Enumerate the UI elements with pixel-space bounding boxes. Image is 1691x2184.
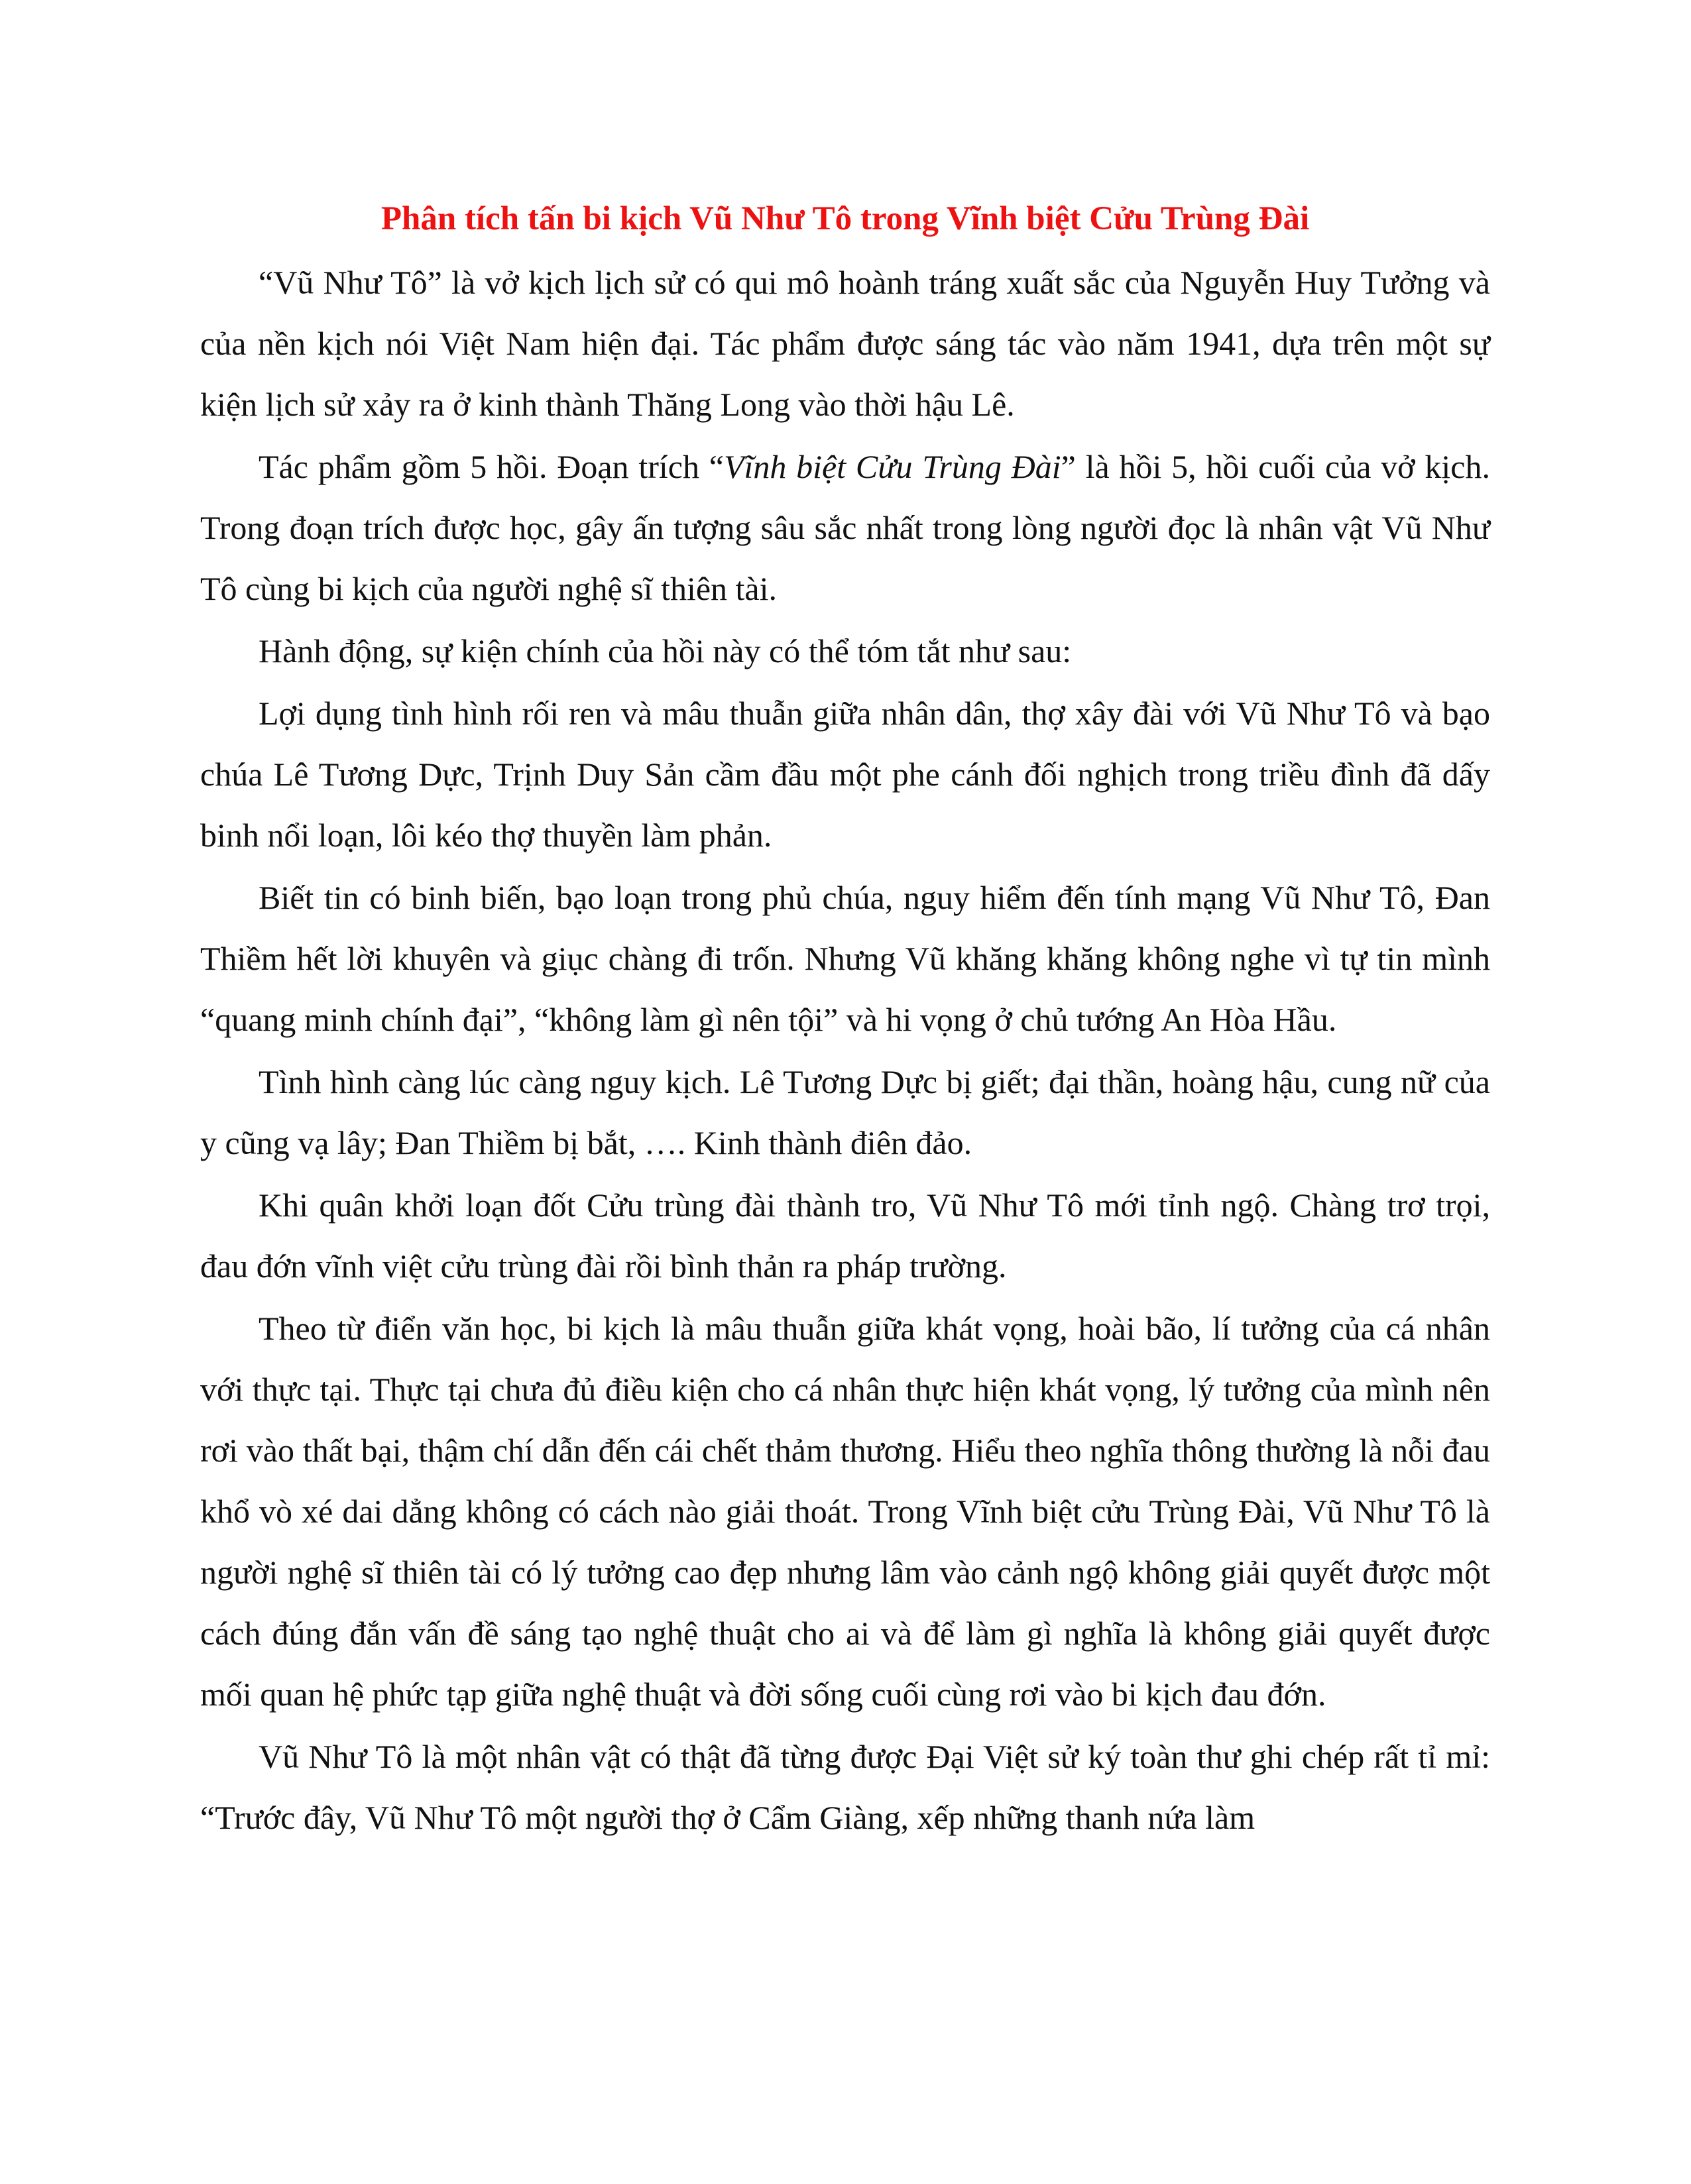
- paragraph-9: Vũ Như Tô là một nhân vật có thật đã từng được Đại Việt sử ký toàn thư ghi chép rất tỉ mỉ: “Trước đây, Vũ Như Tô một người thợ ở Cẩm Giàng, xếp những thanh nứa làm: [200, 1738, 1490, 1836]
- paragraph-1: “Vũ Như Tô” là vở kịch lịch sử có qui mô hoành tráng xuất sắc của Nguyễn Huy Tưởng và của nền kịch nói Việt Nam hiện đại. Tác phẩm được sáng tác vào năm 1941, dựa trên một sự kiện lịch sử xảy ra ở kinh thành Thăng Long vào thời hậu Lê.: [200, 264, 1490, 423]
- paragraph-2-tail: ” là hồi 5, hồi cuối của vở kịch.: [1061, 448, 1490, 485]
- paragraph-2: [200, 436, 1490, 619]
- excerpt-title: Vĩnh biệt Cửu Trùng Đài: [723, 448, 1061, 485]
- paragraph-8: Theo từ điển văn học, bi kịch là mâu thuẫn giữa khát vọng, hoài bão, lí tưởng của cá nhân với thực tại. Thực tại chưa đủ điều kiện cho cá nhân thực hiện khát vọng, lý tưởng của mình nên rơi vào thất bại, thậm chí dẫn đến cái chết thảm thương. Hiểu theo nghĩa thông thường là nỗi đau khổ vò xé dai dẳng không có cách nào giải thoát. Trong Vĩnh biệt cửu Trùng Đài, Vũ Như Tô là người nghệ sĩ thiên tài có lý tưởng cao đẹp nhưng lâm vào cảnh ngộ không giải quyết được một cách đúng đắn vấn đề sáng tạo nghệ thuật cho ai và để làm gì nghĩa là không giải quyết được mối quan hệ phức tạp giữa nghệ thuật và đời sống cuối cùng rơi vào bi kịch đau đớn.: [200, 1310, 1490, 1713]
- paragraph-3: Hành động, sự kiện chính của hồi này có thể tóm tắt như sau:: [259, 632, 1072, 669]
- paragraph-2-rest: Trong đoạn trích được học, gây ấn tượng sâu sắc nhất trong lòng người đọc là nhân vật Vũ Như Tô cùng bi kịch của người nghệ sĩ thiên tài.: [200, 509, 1490, 607]
- paragraph-4: Lợi dụng tình hình rối ren và mâu thuẫn giữa nhân dân, thợ xây đài với Vũ Như Tô và bạo chúa Lê Tương Dực, Trịnh Duy Sản cầm đầu một phe cánh đối nghịch trong triều đình đã dấy binh nổi loạn, lôi kéo thợ thuyền làm phản.: [200, 695, 1490, 854]
- paragraph-2-lead: Tác phẩm gồm 5 hồi. Đoạn trích “: [259, 448, 724, 485]
- paragraph-6: Tình hình càng lúc càng nguy kịch. Lê Tương Dực bị giết; đại thần, hoàng hậu, cung nữ của y cũng vạ lây; Đan Thiềm bị bắt, …. Kinh thành điên đảo.: [200, 1063, 1490, 1161]
- paragraph-5: Biết tin có binh biến, bạo loạn trong phủ chúa, nguy hiểm đến tính mạng Vũ Như Tô, Đan Thiềm hết lời khuyên và giục chàng đi trốn. Nhưng Vũ khăng khăng không nghe vì tự tin mình “quang minh chính đại”, “không làm gì nên tội” và hi vọng ở chủ tướng An Hòa Hầu.: [200, 879, 1490, 1038]
- paragraph-7: Khi quân khởi loạn đốt Cửu trùng đài thành tro, Vũ Như Tô mới tỉnh ngộ. Chàng trơ trọi, đau đớn vĩnh việt cửu trùng đài rồi bình thản ra pháp trường.: [200, 1186, 1490, 1285]
- document-title: Phân tích tấn bi kịch Vũ Như Tô trong Vĩnh biệt Cửu Trùng Đài: [380, 200, 1310, 237]
- document-body: [200, 192, 1490, 1849]
